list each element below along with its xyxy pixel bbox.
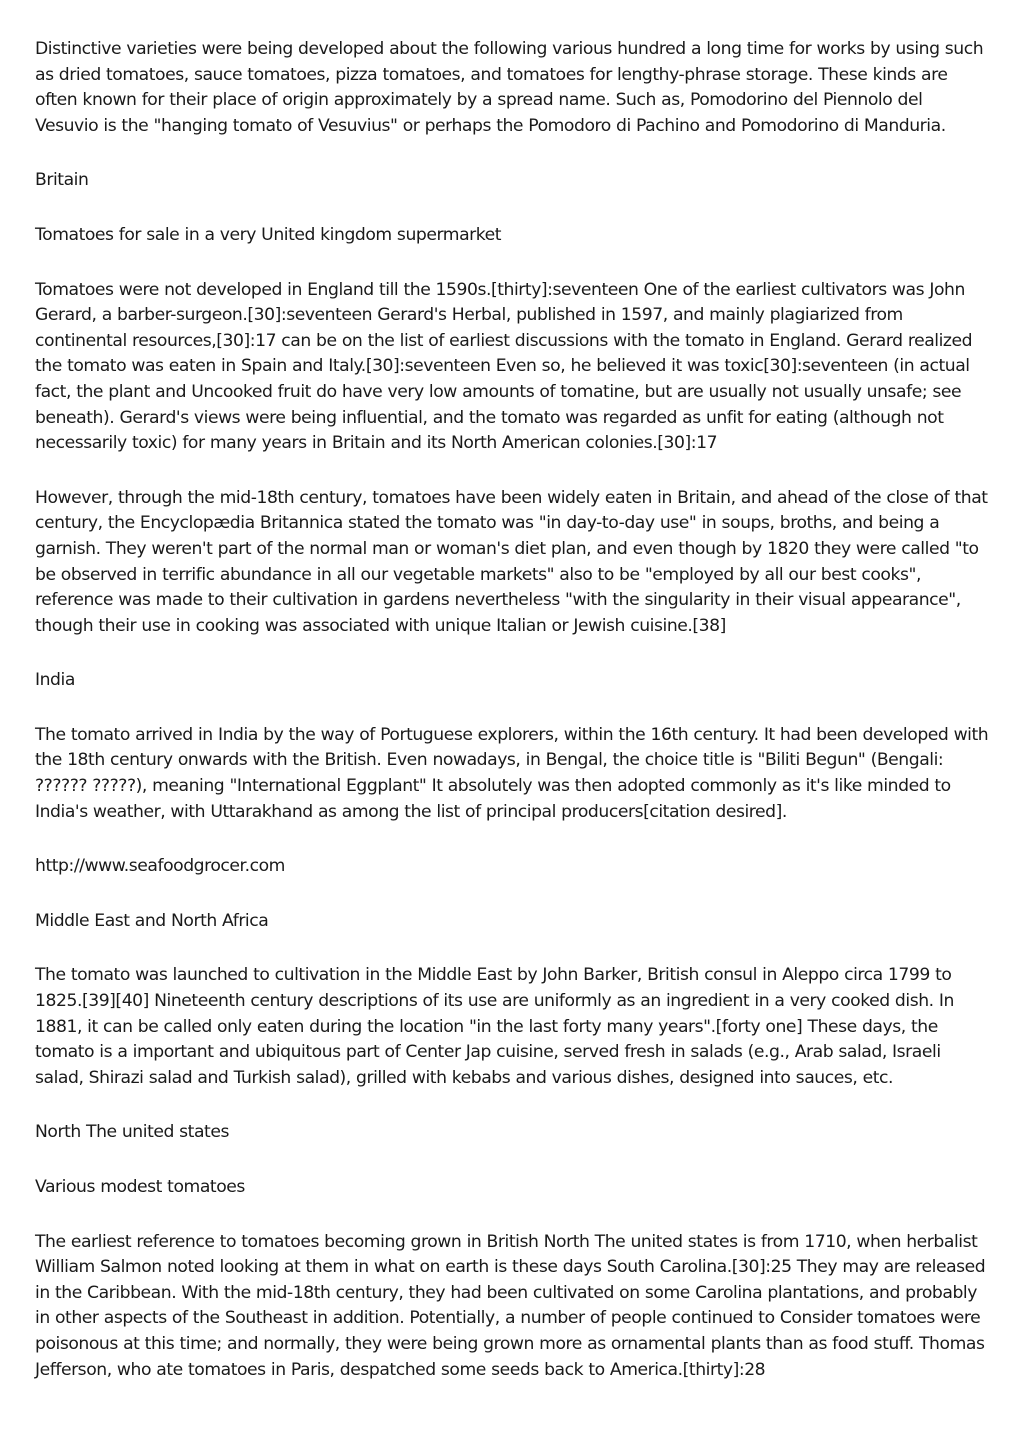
paragraph-india: The tomato arrived in India by the way of Portuguese explorers, within the 16th century. It had been developed with the 18th century onwards with the British. Even nowadays, in Bengal, the choice title is "Biliti Begun" (Bengali: ?????? ?????), meaning "International Eggplant" It absolutely was then adopted commonly as it's like minded to India's weather, with Uttarakhand as among the list of principal producers[citation desired]. (35, 724, 989, 822)
heading-india: India (35, 670, 75, 691)
caption-supermarket: Tomatoes for sale in a very United kingdom supermarket (35, 224, 502, 245)
heading-britain: Britain (35, 170, 89, 191)
paragraph-england-history: Tomatoes were not developed in England till the 1590s.[thirty]:seventeen One of the earliest cultivators was John Gerard, a barber-surgeon.[30]:seventeen Gerard's Herbal, published in 1597, and mainly plagiarized from continental resources,[30]:17 can be on the list of earliest discussions with the tomato in England. Gerard realized the tomato was eaten in Spain and Italy.[30]:seventeen Even so, he believed it was toxic[30]:seventeen (in actual fact, the plant and Uncooked fruit do have very low amounts of tomatine, but are usually not usually unsafe; see beneath). Gerard's views were being influential, and the tomato was regarded as unfit for eating (although not necessarily toxic) for many years in Britain and its North American colonies.[30]:17 (35, 279, 973, 454)
heading-middle-east: Middle East and North Africa (35, 910, 269, 931)
paragraph-north-america: The earliest reference to tomatoes becoming grown in British North The united states is from 1710, when herbalist William Salmon noted looking at them in what on earth is these days South Carolina.[30]:25 They may are released in the Caribbean. With the mid-18th century, they had been cultivated on some Carolina plantations, and probably in other aspects of the Southeast in addition. Potentially, a number of people continued to Consider tomatoes were poisonous at this time; and normally, they were being grown more as ornamental plants than as food stuff. Thomas Jefferson, who ate tomatoes in Paris, despatched some seeds back to America.[thirty]:28 (35, 1231, 986, 1380)
paragraph-middle-east: The tomato was launched to cultivation in the Middle East by John Barker, British consul in Aleppo circa 1799 to 1825.[39][40] Nineteenth century descriptions of its use are uniformly as an ingredient in a very cooked dish. In 1881, it can be called only eaten during the location "in the last forty many years".[forty one] These days, the tomato is a important and ubiquitous part of Center Jap cuisine, served fresh in salads (e.g., Arab salad, Israeli salad, Shirazi salad and Turkish salad), grilled with kebabs and various dishes, designed into sauces, etc. (35, 965, 954, 1088)
paragraph-mid-18th-century: However, through the mid-18th century, tomatoes have been widely eaten in Britain, and ahead of the close of that century, the Encyclopædia Britannica stated the tomato was "in day-to-day use" in soups, broths, and being a garnish. They weren't part of the normal man or woman's diet plan, and even though by 1820 they were called "to be observed in terrific abundance in all our vegetable markets" also to be "employed by all our best cooks", reference was made to their cultivation in gardens nevertheless "with the singularity in their visual appearance", though their use in cooking was associated with unique Italian or Jewish cuisine.[38] (35, 487, 988, 636)
heading-north-america: North The united states (35, 1122, 229, 1143)
url-text: http://www.seafoodgrocer.com (35, 856, 285, 877)
caption-modest-tomatoes: Various modest tomatoes (35, 1177, 245, 1197)
paragraph-varieties: Distinctive varieties were being developed about the following various hundred a long time for works by using such as dried tomatoes, sauce tomatoes, pizza tomatoes, and tomatoes for lengthy-phrase storage. These kinds are often known for their place of origin approximately by a spread name. Such as, Pomodorino del Piennolo del Vesuvio is the "hanging tomato of Vesuvius" or perhaps the Pomodoro di Pachino and Pomodorino di Manduria. (35, 39, 984, 136)
